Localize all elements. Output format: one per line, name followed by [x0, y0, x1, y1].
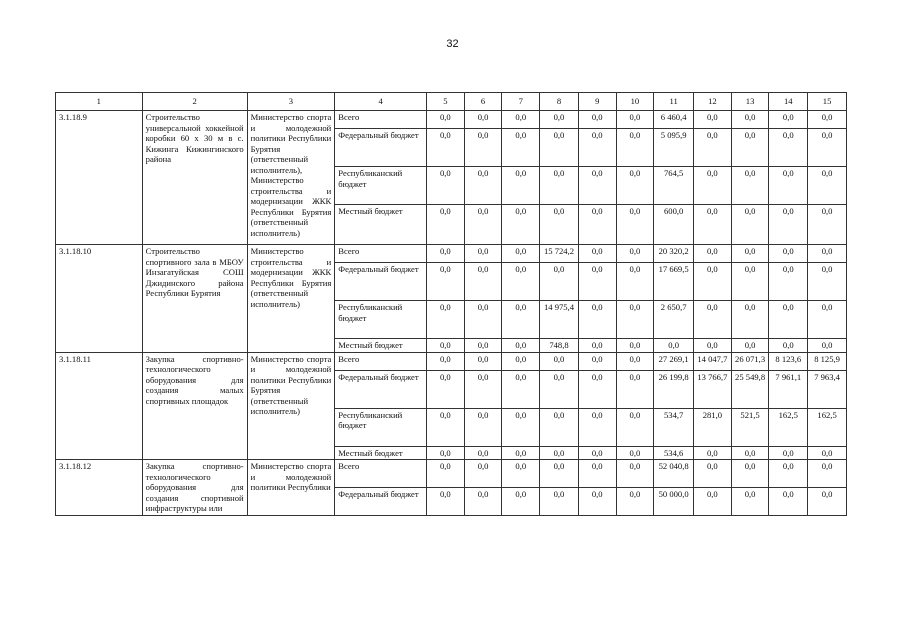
amount-cell: 0,0	[616, 408, 654, 446]
amount-cell: 0,0	[616, 460, 654, 488]
amount-cell: 20 320,2	[654, 245, 694, 263]
amount-cell: 0,0	[540, 111, 579, 129]
amount-cell: 0,0	[427, 370, 465, 408]
amount-cell: 0,0	[427, 446, 465, 460]
amount-cell: 0,0	[464, 352, 502, 370]
amount-cell: 0,0	[808, 205, 847, 245]
amount-cell: 0,0	[769, 205, 808, 245]
budget-table	[55, 92, 847, 516]
responsible-executor: Министерство спорта и молодежной политики Республики	[247, 460, 335, 516]
amount-cell: 0,0	[808, 446, 847, 460]
amount-cell: 0,0	[731, 487, 769, 515]
amount-cell: 2 650,7	[654, 301, 694, 339]
amount-cell: 0,0	[578, 460, 616, 488]
amount-cell: 0,0	[654, 339, 694, 353]
amount-cell: 0,0	[694, 446, 732, 460]
amount-cell: 0,0	[808, 111, 847, 129]
amount-cell: 0,0	[731, 111, 769, 129]
amount-cell: 0,0	[694, 245, 732, 263]
amount-cell: 25 549,8	[731, 370, 769, 408]
responsible-executor: Министерство спорта и молодежной политики Республики Бурятия (ответственный исполнитель)	[247, 352, 335, 460]
amount-cell: 5 095,9	[654, 129, 694, 167]
amount-cell: 0,0	[616, 446, 654, 460]
amount-cell: 0,0	[694, 167, 732, 205]
amount-cell: 0,0	[616, 301, 654, 339]
amount-cell: 0,0	[427, 301, 465, 339]
funding-source: Всего	[335, 245, 427, 263]
funding-source: Республиканский бюджет	[335, 167, 427, 205]
amount-cell: 0,0	[731, 301, 769, 339]
amount-cell: 0,0	[427, 129, 465, 167]
amount-cell: 0,0	[578, 370, 616, 408]
column-header: 4	[335, 93, 427, 111]
amount-cell: 0,0	[808, 263, 847, 301]
amount-cell: 748,8	[540, 339, 579, 353]
amount-cell: 0,0	[427, 245, 465, 263]
amount-cell: 0,0	[427, 408, 465, 446]
amount-cell: 6 460,4	[654, 111, 694, 129]
amount-cell: 0,0	[464, 446, 502, 460]
responsible-executor: Министерство спорта и молодежной политики Республики Бурятия (ответственный исполнитель), Министерство строительства и модернизации ЖКК Республики Бурятия (ответственный исполнитель)	[247, 111, 335, 245]
column-header: 10	[616, 93, 654, 111]
column-header: 14	[769, 93, 808, 111]
measure-code: 3.1.18.10	[56, 245, 143, 353]
amount-cell: 26 071,3	[731, 352, 769, 370]
amount-cell: 7 961,1	[769, 370, 808, 408]
amount-cell: 0,0	[502, 487, 540, 515]
amount-cell: 0,0	[502, 460, 540, 488]
amount-cell: 0,0	[502, 301, 540, 339]
amount-cell: 0,0	[694, 460, 732, 488]
amount-cell: 0,0	[694, 263, 732, 301]
amount-cell: 0,0	[427, 167, 465, 205]
amount-cell: 0,0	[616, 205, 654, 245]
amount-cell: 0,0	[427, 487, 465, 515]
measure-code: 3.1.18.9	[56, 111, 143, 245]
column-header: 3	[247, 93, 335, 111]
amount-cell: 534,6	[654, 446, 694, 460]
amount-cell: 0,0	[578, 487, 616, 515]
column-number-row	[56, 93, 847, 111]
amount-cell: 15 724,2	[540, 245, 579, 263]
amount-cell: 0,0	[769, 339, 808, 353]
amount-cell: 0,0	[540, 352, 579, 370]
amount-cell: 8 125,9	[808, 352, 847, 370]
amount-cell: 0,0	[616, 111, 654, 129]
column-header: 6	[464, 93, 502, 111]
amount-cell: 0,0	[808, 487, 847, 515]
amount-cell: 0,0	[502, 167, 540, 205]
funding-source: Республиканский бюджет	[335, 301, 427, 339]
funding-source: Федеральный бюджет	[335, 263, 427, 301]
amount-cell: 0,0	[769, 263, 808, 301]
amount-cell: 0,0	[616, 352, 654, 370]
amount-cell: 17 669,5	[654, 263, 694, 301]
column-header: 13	[731, 93, 769, 111]
amount-cell: 0,0	[694, 129, 732, 167]
amount-cell: 52 040,8	[654, 460, 694, 488]
column-header: 2	[142, 93, 247, 111]
amount-cell: 0,0	[769, 111, 808, 129]
amount-cell: 0,0	[502, 245, 540, 263]
funding-source: Федеральный бюджет	[335, 487, 427, 515]
amount-cell: 0,0	[464, 167, 502, 205]
amount-cell: 0,0	[616, 167, 654, 205]
funding-source: Местный бюджет	[335, 205, 427, 245]
amount-cell: 0,0	[540, 205, 579, 245]
amount-cell: 0,0	[616, 370, 654, 408]
amount-cell: 0,0	[769, 245, 808, 263]
table-body	[56, 111, 847, 516]
amount-cell: 0,0	[502, 111, 540, 129]
amount-cell: 0,0	[502, 263, 540, 301]
table-row	[56, 245, 847, 263]
amount-cell: 0,0	[808, 245, 847, 263]
page-number: 32	[446, 38, 459, 50]
amount-cell: 0,0	[464, 129, 502, 167]
funding-source: Местный бюджет	[335, 446, 427, 460]
amount-cell: 0,0	[808, 129, 847, 167]
amount-cell: 162,5	[808, 408, 847, 446]
column-header: 1	[56, 93, 143, 111]
amount-cell: 0,0	[769, 129, 808, 167]
amount-cell: 0,0	[731, 167, 769, 205]
amount-cell: 14 975,4	[540, 301, 579, 339]
amount-cell: 0,0	[540, 408, 579, 446]
amount-cell: 521,5	[731, 408, 769, 446]
amount-cell: 0,0	[427, 205, 465, 245]
amount-cell: 764,5	[654, 167, 694, 205]
measure-name: Строительство универсальной хоккейной коробки 60 х 30 м в с. Кижинга Кижингинского района	[142, 111, 247, 245]
amount-cell: 0,0	[502, 408, 540, 446]
amount-cell: 0,0	[769, 460, 808, 488]
amount-cell: 0,0	[731, 446, 769, 460]
amount-cell: 0,0	[427, 263, 465, 301]
amount-cell: 0,0	[731, 339, 769, 353]
amount-cell: 0,0	[616, 339, 654, 353]
amount-cell: 0,0	[464, 263, 502, 301]
amount-cell: 0,0	[808, 167, 847, 205]
column-header: 5	[427, 93, 465, 111]
column-header: 12	[694, 93, 732, 111]
amount-cell: 0,0	[578, 205, 616, 245]
funding-source: Всего	[335, 352, 427, 370]
amount-cell: 0,0	[464, 111, 502, 129]
amount-cell: 0,0	[502, 446, 540, 460]
amount-cell: 0,0	[502, 129, 540, 167]
measure-name: Закупка спортивно-технологического оборудования для создания малых спортивных площадок	[142, 352, 247, 460]
amount-cell: 0,0	[464, 370, 502, 408]
amount-cell: 0,0	[616, 129, 654, 167]
amount-cell: 0,0	[502, 339, 540, 353]
funding-source: Федеральный бюджет	[335, 370, 427, 408]
amount-cell: 0,0	[769, 487, 808, 515]
amount-cell: 0,0	[427, 460, 465, 488]
amount-cell: 0,0	[769, 446, 808, 460]
amount-cell: 0,0	[540, 263, 579, 301]
funding-source: Республиканский бюджет	[335, 408, 427, 446]
amount-cell: 0,0	[578, 301, 616, 339]
amount-cell: 281,0	[694, 408, 732, 446]
amount-cell: 0,0	[578, 245, 616, 263]
amount-cell: 534,7	[654, 408, 694, 446]
amount-cell: 0,0	[808, 339, 847, 353]
amount-cell: 0,0	[540, 487, 579, 515]
amount-cell: 0,0	[464, 408, 502, 446]
funding-source: Местный бюджет	[335, 339, 427, 353]
amount-cell: 0,0	[502, 205, 540, 245]
amount-cell: 0,0	[769, 167, 808, 205]
amount-cell: 0,0	[464, 245, 502, 263]
amount-cell: 0,0	[427, 339, 465, 353]
measure-code: 3.1.18.11	[56, 352, 143, 460]
amount-cell: 0,0	[694, 205, 732, 245]
measure-code: 3.1.18.12	[56, 460, 143, 516]
table-row	[56, 111, 847, 129]
amount-cell: 0,0	[578, 129, 616, 167]
amount-cell: 0,0	[578, 263, 616, 301]
table-row	[56, 352, 847, 370]
amount-cell: 0,0	[694, 111, 732, 129]
amount-cell: 0,0	[616, 245, 654, 263]
amount-cell: 0,0	[731, 129, 769, 167]
funding-source: Всего	[335, 460, 427, 488]
amount-cell: 0,0	[540, 446, 579, 460]
amount-cell: 0,0	[464, 339, 502, 353]
amount-cell: 0,0	[578, 167, 616, 205]
amount-cell: 162,5	[769, 408, 808, 446]
amount-cell: 0,0	[616, 487, 654, 515]
column-header: 8	[540, 93, 579, 111]
amount-cell: 0,0	[464, 301, 502, 339]
amount-cell: 0,0	[578, 408, 616, 446]
amount-cell: 0,0	[540, 460, 579, 488]
amount-cell: 0,0	[694, 487, 732, 515]
amount-cell: 13 766,7	[694, 370, 732, 408]
amount-cell: 50 000,0	[654, 487, 694, 515]
amount-cell: 0,0	[540, 370, 579, 408]
amount-cell: 0,0	[731, 205, 769, 245]
amount-cell: 0,0	[427, 111, 465, 129]
amount-cell: 0,0	[464, 205, 502, 245]
amount-cell: 0,0	[578, 446, 616, 460]
amount-cell: 0,0	[502, 352, 540, 370]
amount-cell: 600,0	[654, 205, 694, 245]
column-header: 7	[502, 93, 540, 111]
amount-cell: 0,0	[769, 301, 808, 339]
amount-cell: 14 047,7	[694, 352, 732, 370]
amount-cell: 0,0	[731, 460, 769, 488]
amount-cell: 7 963,4	[808, 370, 847, 408]
funding-source: Всего	[335, 111, 427, 129]
amount-cell: 26 199,8	[654, 370, 694, 408]
amount-cell: 0,0	[694, 339, 732, 353]
amount-cell: 8 123,6	[769, 352, 808, 370]
measure-name: Строительство спортивного зала в МБОУ Инзагатуйская СОШ Джидинского района Республики Бурятия	[142, 245, 247, 353]
amount-cell: 0,0	[540, 167, 579, 205]
amount-cell: 27 269,1	[654, 352, 694, 370]
amount-cell: 0,0	[808, 460, 847, 488]
amount-cell: 0,0	[731, 245, 769, 263]
responsible-executor: Министерство строительства и модернизации ЖКК Республики Бурятия (ответственный исполнитель)	[247, 245, 335, 353]
amount-cell: 0,0	[578, 339, 616, 353]
amount-cell: 0,0	[464, 460, 502, 488]
amount-cell: 0,0	[464, 487, 502, 515]
amount-cell: 0,0	[540, 129, 579, 167]
amount-cell: 0,0	[502, 370, 540, 408]
amount-cell: 0,0	[694, 301, 732, 339]
amount-cell: 0,0	[427, 352, 465, 370]
funding-source: Федеральный бюджет	[335, 129, 427, 167]
measure-name: Закупка спортивно-технологического оборудования для создания спортивной инфраструктуры или	[142, 460, 247, 516]
column-header: 15	[808, 93, 847, 111]
column-header: 11	[654, 93, 694, 111]
amount-cell: 0,0	[578, 111, 616, 129]
amount-cell: 0,0	[731, 263, 769, 301]
table-row	[56, 460, 847, 488]
amount-cell: 0,0	[578, 352, 616, 370]
amount-cell: 0,0	[616, 263, 654, 301]
column-header: 9	[578, 93, 616, 111]
amount-cell: 0,0	[808, 301, 847, 339]
